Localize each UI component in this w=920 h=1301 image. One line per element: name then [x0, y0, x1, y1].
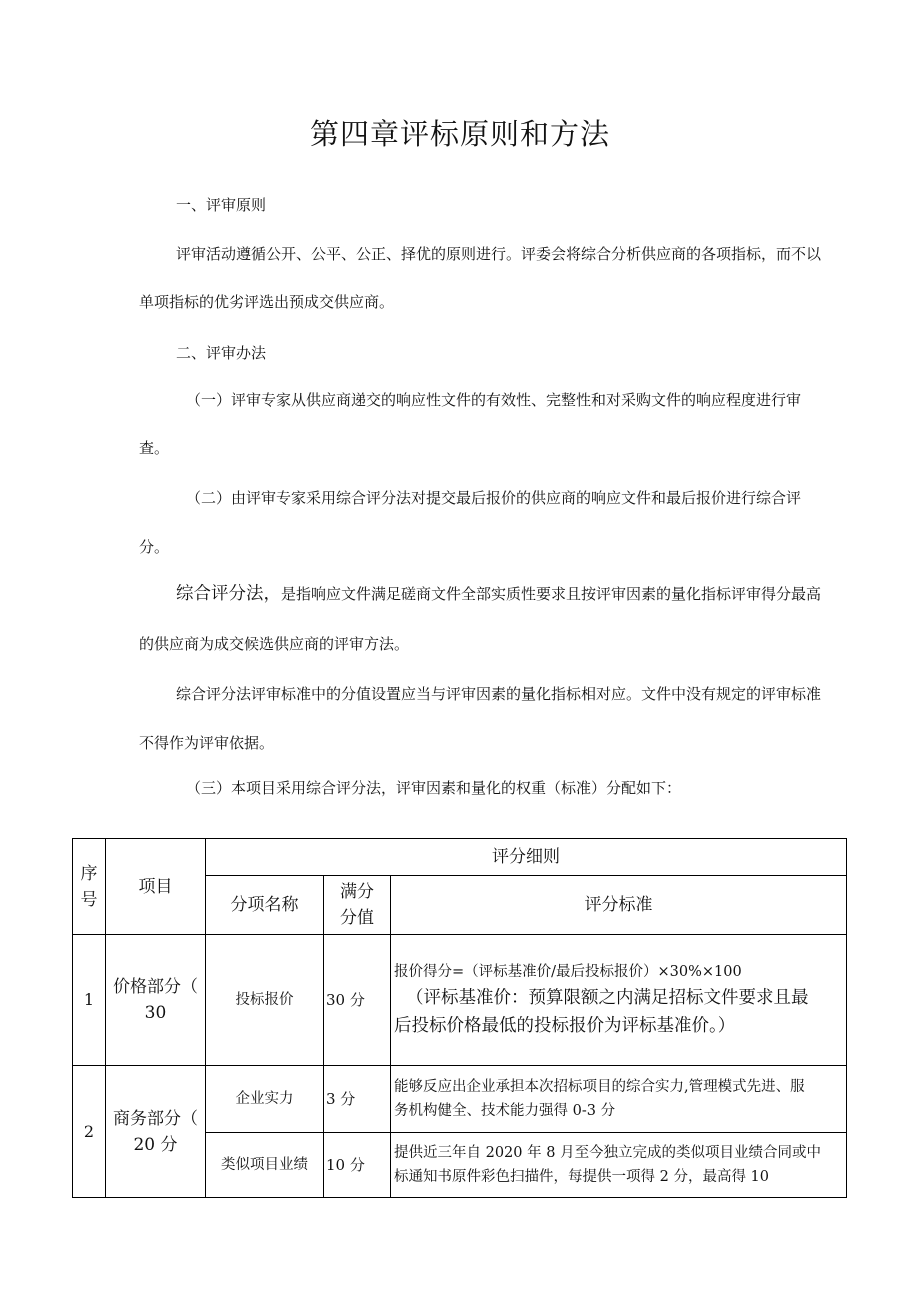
comprehensive-definition: 是指响应文件满足磋商文件全部实质性要求且按评审因素的量化指标评审得分最高 [281, 585, 822, 603]
table-row [73, 935, 847, 1066]
row2-score-a: 3 分 [324, 1066, 391, 1133]
paragraph-standard-line1: 综合评分法评审标准中的分值设置应当与评审因素的量化指标相对应。文件中没有规定的评审标准 [176, 685, 822, 703]
row2-standard-a-line1: 能够反应出企业承担本次招标项目的综合实力,管理模式先进、服 [394, 1079, 805, 1095]
row2-item-line1: 商务部分（ [113, 1108, 198, 1129]
paragraph-principles-line1: 评审活动遵循公开、公平、公正、择优的原则进行。评委会将综合分析供应商的各项指标，而不以 [176, 245, 822, 263]
section-heading-methods: 二、评审办法 [176, 344, 267, 362]
row2-item-line2: 20 分 [133, 1134, 178, 1155]
paragraph-method1-line1: （一）评审专家从供应商递交的响应性文件的有效性、完整性和对采购文件的响应程度进行审 [186, 391, 802, 409]
scoring-table [72, 838, 847, 1198]
row1-score: 30 分 [324, 935, 391, 1066]
row2-standard-a [391, 1066, 847, 1133]
section-heading-principles: 一、评审原则 [176, 196, 267, 214]
row1-standard-formula: 报价得分=（评标基准价/最后投标报价）×30%×100 [394, 964, 742, 980]
seq-header-line1: 序 [80, 863, 98, 884]
detail-header: 评分细则 [206, 839, 847, 876]
row2-subitem-b: 类似项目业绩 [206, 1133, 324, 1198]
row1-subitem: 投标报价 [206, 935, 324, 1066]
paragraph-method2-line2: 分。 [139, 538, 170, 556]
full-score-header-line1: 满分 [340, 882, 374, 902]
row1-item-line1: 价格部分（ [113, 977, 198, 997]
row1-standard-note-line2: 后投标价格最低的投标报价为评标基准价。） [394, 1016, 736, 1036]
item-header: 项目 [106, 839, 206, 935]
row1-item-line2: 30 [144, 1003, 167, 1023]
page-title: 第四章评标原则和方法 [309, 117, 610, 151]
row2-subitem-a: 企业实力 [206, 1066, 324, 1133]
row1-item [106, 935, 206, 1066]
row1-standard-note-line1: （评标基准价：预算限额之内满足招标文件要求且最 [406, 988, 809, 1008]
row2-score-b: 10 分 [324, 1133, 391, 1198]
paragraph-comprehensive-line2: 的供应商为成交候选供应商的评审方法。 [139, 635, 410, 653]
row2-standard-b [391, 1133, 847, 1198]
row1-seq: 1 [73, 935, 106, 1066]
paragraph-comprehensive-line1 [176, 584, 821, 604]
paragraph-method3: （三）本项目采用综合评分法，评审因素和量化的权重（标准）分配如下： [186, 779, 682, 797]
sub-name-header: 分项名称 [206, 876, 324, 935]
row2-standard-b-line2: 标通知书原件彩色扫描件，每提供一项得 2 分，最高得 10 [394, 1169, 770, 1185]
row2-standard-b-line1: 提供近三年自 2020 年 8 月至今独立完成的类似项目业绩合同或中 [394, 1145, 822, 1161]
table-header-row [73, 839, 847, 876]
paragraph-standard-line2: 不得作为评审依据。 [139, 734, 275, 752]
row2-standard-a-line2: 务机构健全、技术能力强得 0-3 分 [394, 1103, 616, 1119]
paragraph-principles-line2: 单项指标的优劣评选出预成交供应商。 [139, 293, 395, 311]
table-row [73, 1066, 847, 1133]
seq-header-line2: 号 [80, 889, 98, 910]
seq-header [73, 839, 106, 935]
full-score-header-line2: 分值 [340, 908, 374, 928]
row2-seq: 2 [73, 1066, 106, 1198]
standard-header: 评分标准 [391, 876, 847, 935]
full-score-header [324, 876, 391, 935]
comprehensive-term: 综合评分法， [176, 584, 281, 604]
row2-item [106, 1066, 206, 1198]
paragraph-method1-line2: 查。 [139, 439, 170, 457]
paragraph-method2-line1: （二）由评审专家采用综合评分法对提交最后报价的供应商的响应文件和最后报价进行综合评 [186, 489, 802, 507]
row1-standard [391, 935, 847, 1066]
